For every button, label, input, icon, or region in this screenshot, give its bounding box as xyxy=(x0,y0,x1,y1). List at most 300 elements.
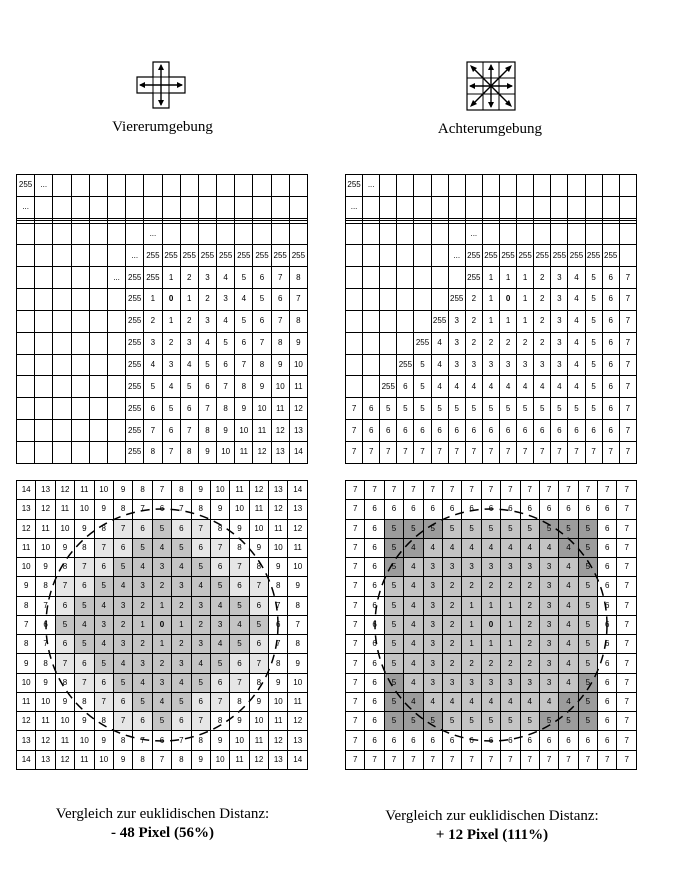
grid-cell: 9 xyxy=(191,481,210,500)
grid-cell: 9 xyxy=(113,481,132,500)
grid-cell: 5 xyxy=(94,654,113,673)
grid-cell xyxy=(89,245,107,267)
grid-cell xyxy=(253,175,271,197)
grid-cell: 11 xyxy=(230,750,249,769)
grid-cell: 9 xyxy=(271,354,289,376)
grid-cell xyxy=(380,175,397,197)
grid-cell: 10 xyxy=(249,519,268,538)
grid-cell: 1 xyxy=(517,310,534,332)
grid-cell: ... xyxy=(107,267,125,289)
grid-cell: 4 xyxy=(191,654,210,673)
grid-cell xyxy=(35,267,53,289)
grid-cell: 3 xyxy=(448,354,465,376)
grid-cell: 7 xyxy=(210,538,229,557)
grid-row xyxy=(346,692,637,711)
grid-cell: 12 xyxy=(55,750,74,769)
grid-cell xyxy=(602,196,619,218)
grid-cell: 4 xyxy=(152,538,171,557)
grid-cell: 11 xyxy=(230,481,249,500)
grid-cell: 11 xyxy=(17,538,36,557)
grid-cell: 9 xyxy=(75,712,94,731)
grid-cell: 7 xyxy=(585,441,602,463)
grid-cell: 6 xyxy=(384,731,403,750)
grid-cell: 7 xyxy=(520,481,539,500)
grid-cell xyxy=(414,310,431,332)
grid-cell: 2 xyxy=(198,289,216,311)
grid-cell xyxy=(198,223,216,245)
grid-cell: 12 xyxy=(17,519,36,538)
grid-cell: 3 xyxy=(551,354,568,376)
grid-cell: 8 xyxy=(288,635,308,654)
grid-cell xyxy=(482,196,499,218)
grid-cell: 0 xyxy=(162,289,180,311)
grid-cell: 8 xyxy=(210,519,229,538)
grid-cell: ... xyxy=(448,245,465,267)
grid-cell: 255 xyxy=(397,354,414,376)
grid-cell: 2 xyxy=(172,596,191,615)
grid-cell: 5 xyxy=(384,538,403,557)
grid-cell: 1 xyxy=(499,310,516,332)
grid-cell: 2 xyxy=(520,615,539,634)
eight-neighbourhood-comparison-grid xyxy=(345,480,637,770)
grid-cell: 255 xyxy=(482,245,499,267)
grid-cell: 8 xyxy=(191,500,210,519)
grid-cell xyxy=(551,196,568,218)
grid-cell: 0 xyxy=(481,615,500,634)
grid-cell: 0 xyxy=(499,289,516,311)
grid-cell: 3 xyxy=(499,354,516,376)
grid-cell: 3 xyxy=(517,354,534,376)
grid-row xyxy=(346,175,637,197)
grid-cell: 9 xyxy=(289,332,307,354)
grid-cell: 5 xyxy=(501,712,520,731)
grid-cell: 255 xyxy=(126,420,144,442)
grid-cell: 255 xyxy=(126,398,144,420)
grid-cell: 5 xyxy=(397,398,414,420)
grid-cell xyxy=(602,175,619,197)
grid-cell: 7 xyxy=(404,481,423,500)
grid-cell xyxy=(180,223,198,245)
grid-cell: 5 xyxy=(578,538,597,557)
grid-cell: 6 xyxy=(397,376,414,398)
grid-cell: 4 xyxy=(431,332,448,354)
grid-cell: 6 xyxy=(55,635,74,654)
grid-cell: 7 xyxy=(442,481,461,500)
grid-cell: 7 xyxy=(113,712,132,731)
grid-cell xyxy=(380,310,397,332)
grid-cell xyxy=(431,196,448,218)
grid-cell: 7 xyxy=(180,420,198,442)
grid-cell: 2 xyxy=(482,332,499,354)
grid-cell: 3 xyxy=(198,267,216,289)
grid-row xyxy=(17,398,308,420)
grid-cell xyxy=(71,175,89,197)
grid-cell: 3 xyxy=(180,332,198,354)
grid-cell: 14 xyxy=(289,441,307,463)
grid-cell: 4 xyxy=(431,376,448,398)
grid-cell xyxy=(107,376,125,398)
grid-cell xyxy=(53,441,71,463)
grid-cell: 255 xyxy=(448,289,465,311)
grid-cell: 1 xyxy=(517,289,534,311)
grid-cell xyxy=(17,398,35,420)
grid-cell: 6 xyxy=(578,731,597,750)
grid-cell xyxy=(35,289,53,311)
grid-cell: 4 xyxy=(551,376,568,398)
grid-cell: ... xyxy=(465,223,482,245)
grid-cell: 5 xyxy=(462,519,481,538)
grid-cell: 1 xyxy=(152,596,171,615)
grid-cell: 5 xyxy=(559,519,578,538)
grid-cell: 5 xyxy=(55,615,74,634)
grid-cell: 1 xyxy=(481,635,500,654)
grid-cell: 8 xyxy=(55,558,74,577)
grid-cell: 6 xyxy=(113,692,132,711)
grid-row xyxy=(17,354,308,376)
grid-cell xyxy=(89,332,107,354)
grid-cell: 6 xyxy=(365,712,384,731)
grid-cell: 5 xyxy=(230,596,249,615)
grid-cell: 7 xyxy=(384,750,403,769)
grid-cell: 7 xyxy=(230,673,249,692)
grid-cell: 9 xyxy=(55,692,74,711)
grid-cell: 5 xyxy=(578,615,597,634)
grid-cell xyxy=(71,196,89,218)
grid-cell: 7 xyxy=(191,519,210,538)
grid-cell xyxy=(568,175,585,197)
grid-cell xyxy=(499,223,516,245)
grid-cell: 6 xyxy=(210,673,229,692)
grid-cell: 2 xyxy=(517,332,534,354)
grid-cell xyxy=(363,332,380,354)
grid-cell: 7 xyxy=(346,673,365,692)
grid-cell: 5 xyxy=(465,398,482,420)
grid-cell: 10 xyxy=(235,420,253,442)
grid-cell xyxy=(53,310,71,332)
grid-cell: 4 xyxy=(210,635,229,654)
grid-cell: 255 xyxy=(380,376,397,398)
grid-cell: 5 xyxy=(520,519,539,538)
grid-cell: 6 xyxy=(501,500,520,519)
grid-cell: 1 xyxy=(482,289,499,311)
grid-cell: 7 xyxy=(346,398,363,420)
grid-cell: 6 xyxy=(365,615,384,634)
grid-cell: 255 xyxy=(126,376,144,398)
grid-cell: 255 xyxy=(551,245,568,267)
grid-cell: 0 xyxy=(152,615,171,634)
grid-row xyxy=(346,654,637,673)
grid-cell xyxy=(107,398,125,420)
grid-cell: 7 xyxy=(191,712,210,731)
grid-cell: 8 xyxy=(113,731,132,750)
grid-cell: 6 xyxy=(198,376,216,398)
grid-cell: 6 xyxy=(598,596,617,615)
grid-cell: 255 xyxy=(414,332,431,354)
grid-cell: 3 xyxy=(520,673,539,692)
grid-cell: 8 xyxy=(217,398,235,420)
grid-cell: 7 xyxy=(431,441,448,463)
grid-cell: 255 xyxy=(235,245,253,267)
grid-cell: 6 xyxy=(365,673,384,692)
grid-cell: 4 xyxy=(499,376,516,398)
grid-cell: 7 xyxy=(249,654,268,673)
grid-cell: 8 xyxy=(198,420,216,442)
grid-cell: 3 xyxy=(501,558,520,577)
grid-cell xyxy=(71,267,89,289)
grid-cell: 3 xyxy=(551,332,568,354)
grid-cell: 3 xyxy=(113,596,132,615)
grid-cell: 4 xyxy=(520,538,539,557)
grid-cell: 9 xyxy=(253,376,271,398)
grid-cell xyxy=(619,223,636,245)
grid-cell: 2 xyxy=(520,635,539,654)
grid-cell: 13 xyxy=(288,731,308,750)
grid-cell: 6 xyxy=(75,654,94,673)
grid-cell: 6 xyxy=(551,420,568,442)
grid-cell: 5 xyxy=(384,635,403,654)
four-neighbourhood-comparison-grid xyxy=(16,480,308,770)
grid-cell xyxy=(35,354,53,376)
grid-cell: 10 xyxy=(230,500,249,519)
grid-cell: 10 xyxy=(210,750,229,769)
grid-cell: 9 xyxy=(17,577,36,596)
grid-row xyxy=(346,577,637,596)
grid-cell xyxy=(35,223,53,245)
grid-cell: 8 xyxy=(249,673,268,692)
grid-cell xyxy=(431,289,448,311)
grid-cell xyxy=(448,223,465,245)
grid-cell: 8 xyxy=(289,310,307,332)
grid-cell xyxy=(71,223,89,245)
grid-cell: 7 xyxy=(559,750,578,769)
grid-cell: 2 xyxy=(462,577,481,596)
grid-row xyxy=(17,500,308,519)
grid-cell: 7 xyxy=(617,615,637,634)
grid-row xyxy=(346,673,637,692)
grid-cell: 10 xyxy=(55,712,74,731)
grid-cell xyxy=(551,175,568,197)
grid-cell xyxy=(235,223,253,245)
grid-cell: 3 xyxy=(152,673,171,692)
grid-cell xyxy=(431,267,448,289)
grid-cell: 4 xyxy=(217,310,235,332)
grid-cell: 255 xyxy=(431,310,448,332)
grid-cell: 10 xyxy=(249,712,268,731)
grid-cell: 7 xyxy=(75,673,94,692)
grid-cell: 4 xyxy=(94,596,113,615)
grid-cell xyxy=(499,196,516,218)
grid-cell xyxy=(482,223,499,245)
grid-cell: 3 xyxy=(217,289,235,311)
grid-row xyxy=(17,577,308,596)
grid-cell: 4 xyxy=(404,654,423,673)
grid-cell: 255 xyxy=(126,289,144,311)
grid-cell: 6 xyxy=(448,420,465,442)
grid-cell: 6 xyxy=(559,731,578,750)
grid-cell xyxy=(397,245,414,267)
grid-cell: 7 xyxy=(210,692,229,711)
grid-cell: 3 xyxy=(152,558,171,577)
grid-cell: 2 xyxy=(465,332,482,354)
grid-cell: 4 xyxy=(559,596,578,615)
grid-row xyxy=(346,196,637,218)
grid-cell: 2 xyxy=(520,654,539,673)
grid-cell: 7 xyxy=(539,750,558,769)
grid-cell: 5 xyxy=(75,635,94,654)
grid-cell xyxy=(17,245,35,267)
grid-cell: 6 xyxy=(191,692,210,711)
grid-cell xyxy=(89,376,107,398)
grid-cell: 10 xyxy=(269,692,288,711)
grid-cell: 5 xyxy=(75,596,94,615)
right-comparison-caption xyxy=(357,807,627,845)
grid-cell: 5 xyxy=(210,577,229,596)
grid-cell xyxy=(35,441,53,463)
grid-cell xyxy=(53,289,71,311)
grid-cell: 6 xyxy=(397,420,414,442)
grid-cell: 255 xyxy=(271,245,289,267)
grid-cell: 2 xyxy=(442,596,461,615)
grid-cell: 7 xyxy=(617,596,637,615)
grid-cell: 9 xyxy=(94,731,113,750)
grid-cell: 4 xyxy=(559,538,578,557)
grid-cell xyxy=(363,376,380,398)
grid-row xyxy=(346,420,637,442)
grid-row xyxy=(346,289,637,311)
grid-cell: 7 xyxy=(617,481,637,500)
grid-cell: 6 xyxy=(598,500,617,519)
grid-cell: 8 xyxy=(133,481,152,500)
left-comparison-caption xyxy=(30,805,295,843)
grid-cell: 6 xyxy=(442,731,461,750)
grid-cell: 8 xyxy=(17,596,36,615)
grid-cell: 1 xyxy=(180,289,198,311)
grid-cell xyxy=(397,223,414,245)
grid-cell: 7 xyxy=(462,481,481,500)
grid-cell: 7 xyxy=(619,441,636,463)
grid-cell: 2 xyxy=(501,654,520,673)
grid-cell: 3 xyxy=(172,577,191,596)
grid-row xyxy=(17,376,308,398)
grid-cell: 7 xyxy=(346,420,363,442)
grid-cell: 1 xyxy=(162,267,180,289)
grid-row xyxy=(17,712,308,731)
grid-cell: 1 xyxy=(462,615,481,634)
grid-cell: 11 xyxy=(75,481,94,500)
grid-cell: 14 xyxy=(17,750,36,769)
grid-cell: 2 xyxy=(465,310,482,332)
grid-cell: 10 xyxy=(75,500,94,519)
grid-cell: 4 xyxy=(465,376,482,398)
grid-cell xyxy=(17,289,35,311)
grid-cell xyxy=(107,223,125,245)
grid-cell: 5 xyxy=(152,519,171,538)
grid-cell: 2 xyxy=(499,332,516,354)
grid-cell: 7 xyxy=(619,310,636,332)
grid-cell: 2 xyxy=(113,615,132,634)
grid-cell: ... xyxy=(17,196,35,218)
grid-cell xyxy=(107,175,125,197)
grid-cell xyxy=(71,245,89,267)
grid-cell: 5 xyxy=(162,398,180,420)
grid-cell: 12 xyxy=(288,712,308,731)
grid-cell: 7 xyxy=(499,441,516,463)
grid-cell: 10 xyxy=(210,481,229,500)
grid-cell: 6 xyxy=(598,673,617,692)
grid-cell: 9 xyxy=(288,654,308,673)
grid-cell: 3 xyxy=(144,332,162,354)
grid-cell: 3 xyxy=(539,558,558,577)
grid-cell: 6 xyxy=(363,420,380,442)
grid-cell: 5 xyxy=(462,712,481,731)
grid-cell xyxy=(71,310,89,332)
grid-cell xyxy=(346,245,363,267)
grid-cell: 6 xyxy=(520,731,539,750)
grid-cell: 2 xyxy=(180,267,198,289)
grid-cell: 7 xyxy=(253,332,271,354)
grid-cell: 4 xyxy=(559,692,578,711)
grid-cell: 7 xyxy=(617,500,637,519)
grid-cell: 7 xyxy=(346,577,365,596)
grid-cell: 6 xyxy=(431,420,448,442)
grid-cell xyxy=(363,289,380,311)
grid-cell: 7 xyxy=(152,481,171,500)
grid-cell: 7 xyxy=(559,481,578,500)
grid-cell: 4 xyxy=(568,376,585,398)
grid-cell: 13 xyxy=(289,420,307,442)
grid-cell xyxy=(363,354,380,376)
grid-cell: 7 xyxy=(346,615,365,634)
grid-cell: 4 xyxy=(180,354,198,376)
grid-cell: 5 xyxy=(133,538,152,557)
grid-cell: 3 xyxy=(462,558,481,577)
grid-cell: 4 xyxy=(172,558,191,577)
grid-cell xyxy=(89,289,107,311)
grid-cell: 7 xyxy=(36,596,55,615)
grid-cell: 7 xyxy=(617,750,637,769)
grid-cell: 6 xyxy=(568,420,585,442)
grid-cell: 7 xyxy=(55,577,74,596)
grid-cell xyxy=(534,223,551,245)
grid-cell: 4 xyxy=(210,596,229,615)
grid-cell xyxy=(397,289,414,311)
grid-cell: 8 xyxy=(94,712,113,731)
grid-cell xyxy=(289,175,307,197)
grid-cell: 5 xyxy=(172,538,191,557)
grid-cell xyxy=(414,175,431,197)
grid-cell: 6 xyxy=(162,420,180,442)
grid-cell: 5 xyxy=(481,712,500,731)
grid-cell: 5 xyxy=(578,654,597,673)
grid-cell: 9 xyxy=(269,673,288,692)
grid-cell: 6 xyxy=(363,398,380,420)
grid-cell: 1 xyxy=(162,310,180,332)
grid-cell: 7 xyxy=(198,398,216,420)
grid-cell: ... xyxy=(126,245,144,267)
grid-cell: 9 xyxy=(230,712,249,731)
grid-cell xyxy=(89,196,107,218)
grid-cell: 4 xyxy=(133,558,152,577)
grid-cell: 7 xyxy=(172,731,191,750)
grid-cell: 6 xyxy=(598,731,617,750)
grid-cell: 2 xyxy=(442,615,461,634)
grid-cell xyxy=(499,175,516,197)
grid-cell: 8 xyxy=(55,673,74,692)
grid-cell: 7 xyxy=(346,558,365,577)
grid-cell xyxy=(448,196,465,218)
grid-cell: 7 xyxy=(288,615,308,634)
grid-cell: 4 xyxy=(423,692,442,711)
